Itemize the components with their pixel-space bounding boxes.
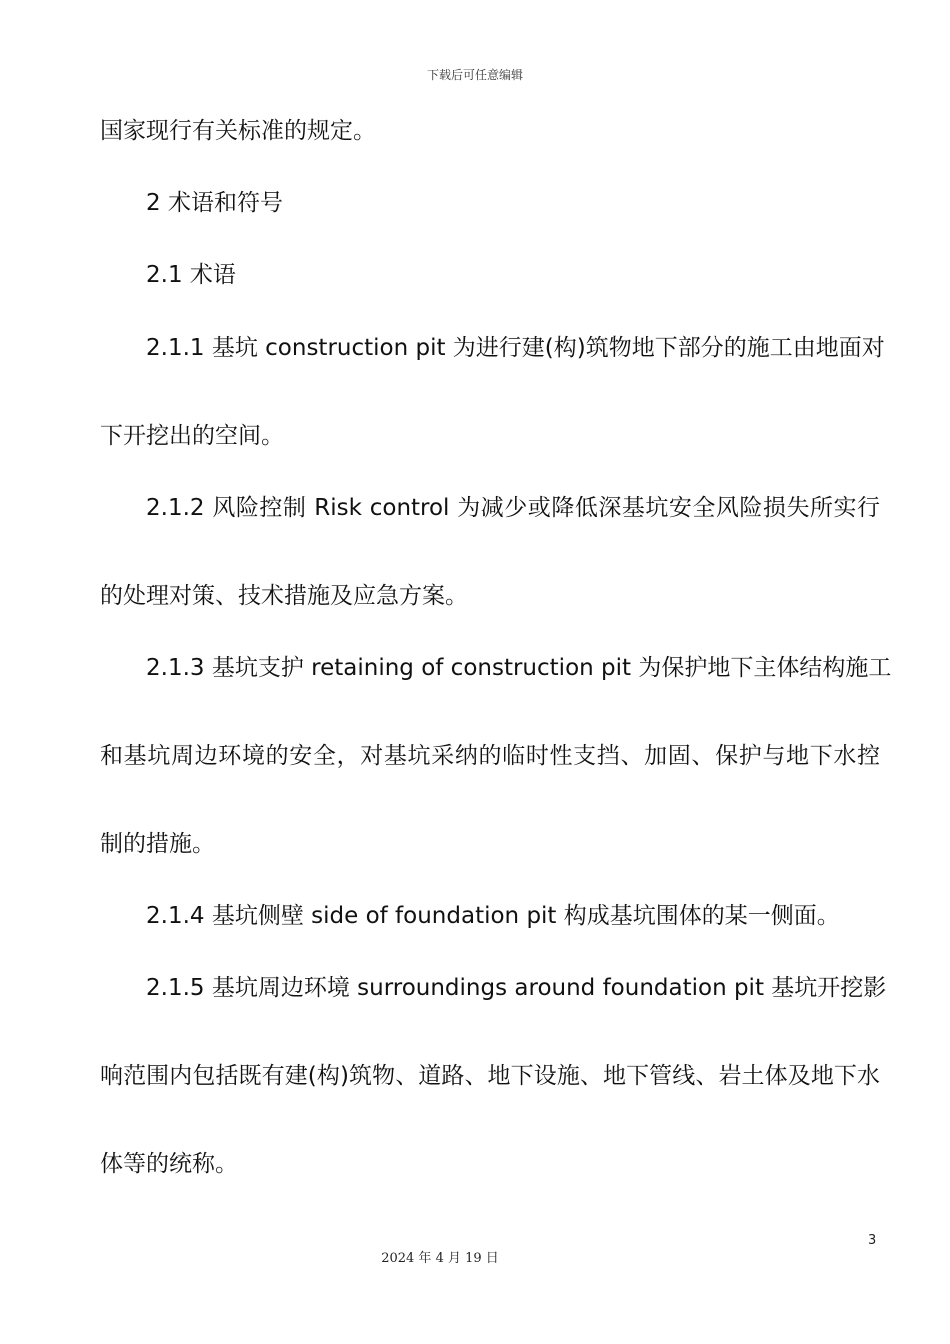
- term-2-1-3-continuation: 和基坑周边环境的安全，对基坑采纳的临时性支挡、加固、保护与地下水控: [100, 743, 880, 769]
- term-2-1-1-line: 2.1.1 基坑 construction pit 为进行建(构)筑物地下部分的施工由地面对: [146, 335, 885, 361]
- term-2-1-2-line: 2.1.2 风险控制 Risk control 为减少或降低深基坑安全风险损失所实行: [146, 495, 880, 521]
- term-2-1-3-line: 2.1.3 基坑支护 retaining of construction pit 为保护地下主体结构施工: [146, 655, 892, 681]
- term-2-1-4-line: 2.1.4 基坑侧壁 side of foundation pit 构成基坑围体的某一侧面。: [146, 903, 840, 929]
- page-header: 下载后可任意编辑: [426, 68, 523, 82]
- section-heading: 2 术语和符号: [146, 190, 283, 216]
- subsection-heading: 2.1 术语: [146, 262, 236, 288]
- footer-date: 2024 年 4 月 19 日: [381, 1251, 499, 1266]
- paragraph-line: 国家现行有关标准的规定。: [100, 118, 376, 144]
- term-2-1-3-continuation-2: 制的措施。: [100, 831, 215, 857]
- term-2-1-5-continuation: 响范围内包括既有建(构)筑物、道路、地下设施、地下管线、岩土体及地下水: [100, 1063, 880, 1089]
- term-2-1-5-line: 2.1.5 基坑周边环境 surroundings around foundation pit 基坑开挖影: [146, 975, 887, 1001]
- term-2-1-5-continuation-2: 体等的统称。: [100, 1151, 238, 1177]
- term-2-1-1-continuation: 下开挖出的空间。: [100, 423, 284, 449]
- term-2-1-2-continuation: 的处理对策、技术措施及应急方案。: [100, 583, 468, 609]
- page-number: 3: [868, 1233, 877, 1248]
